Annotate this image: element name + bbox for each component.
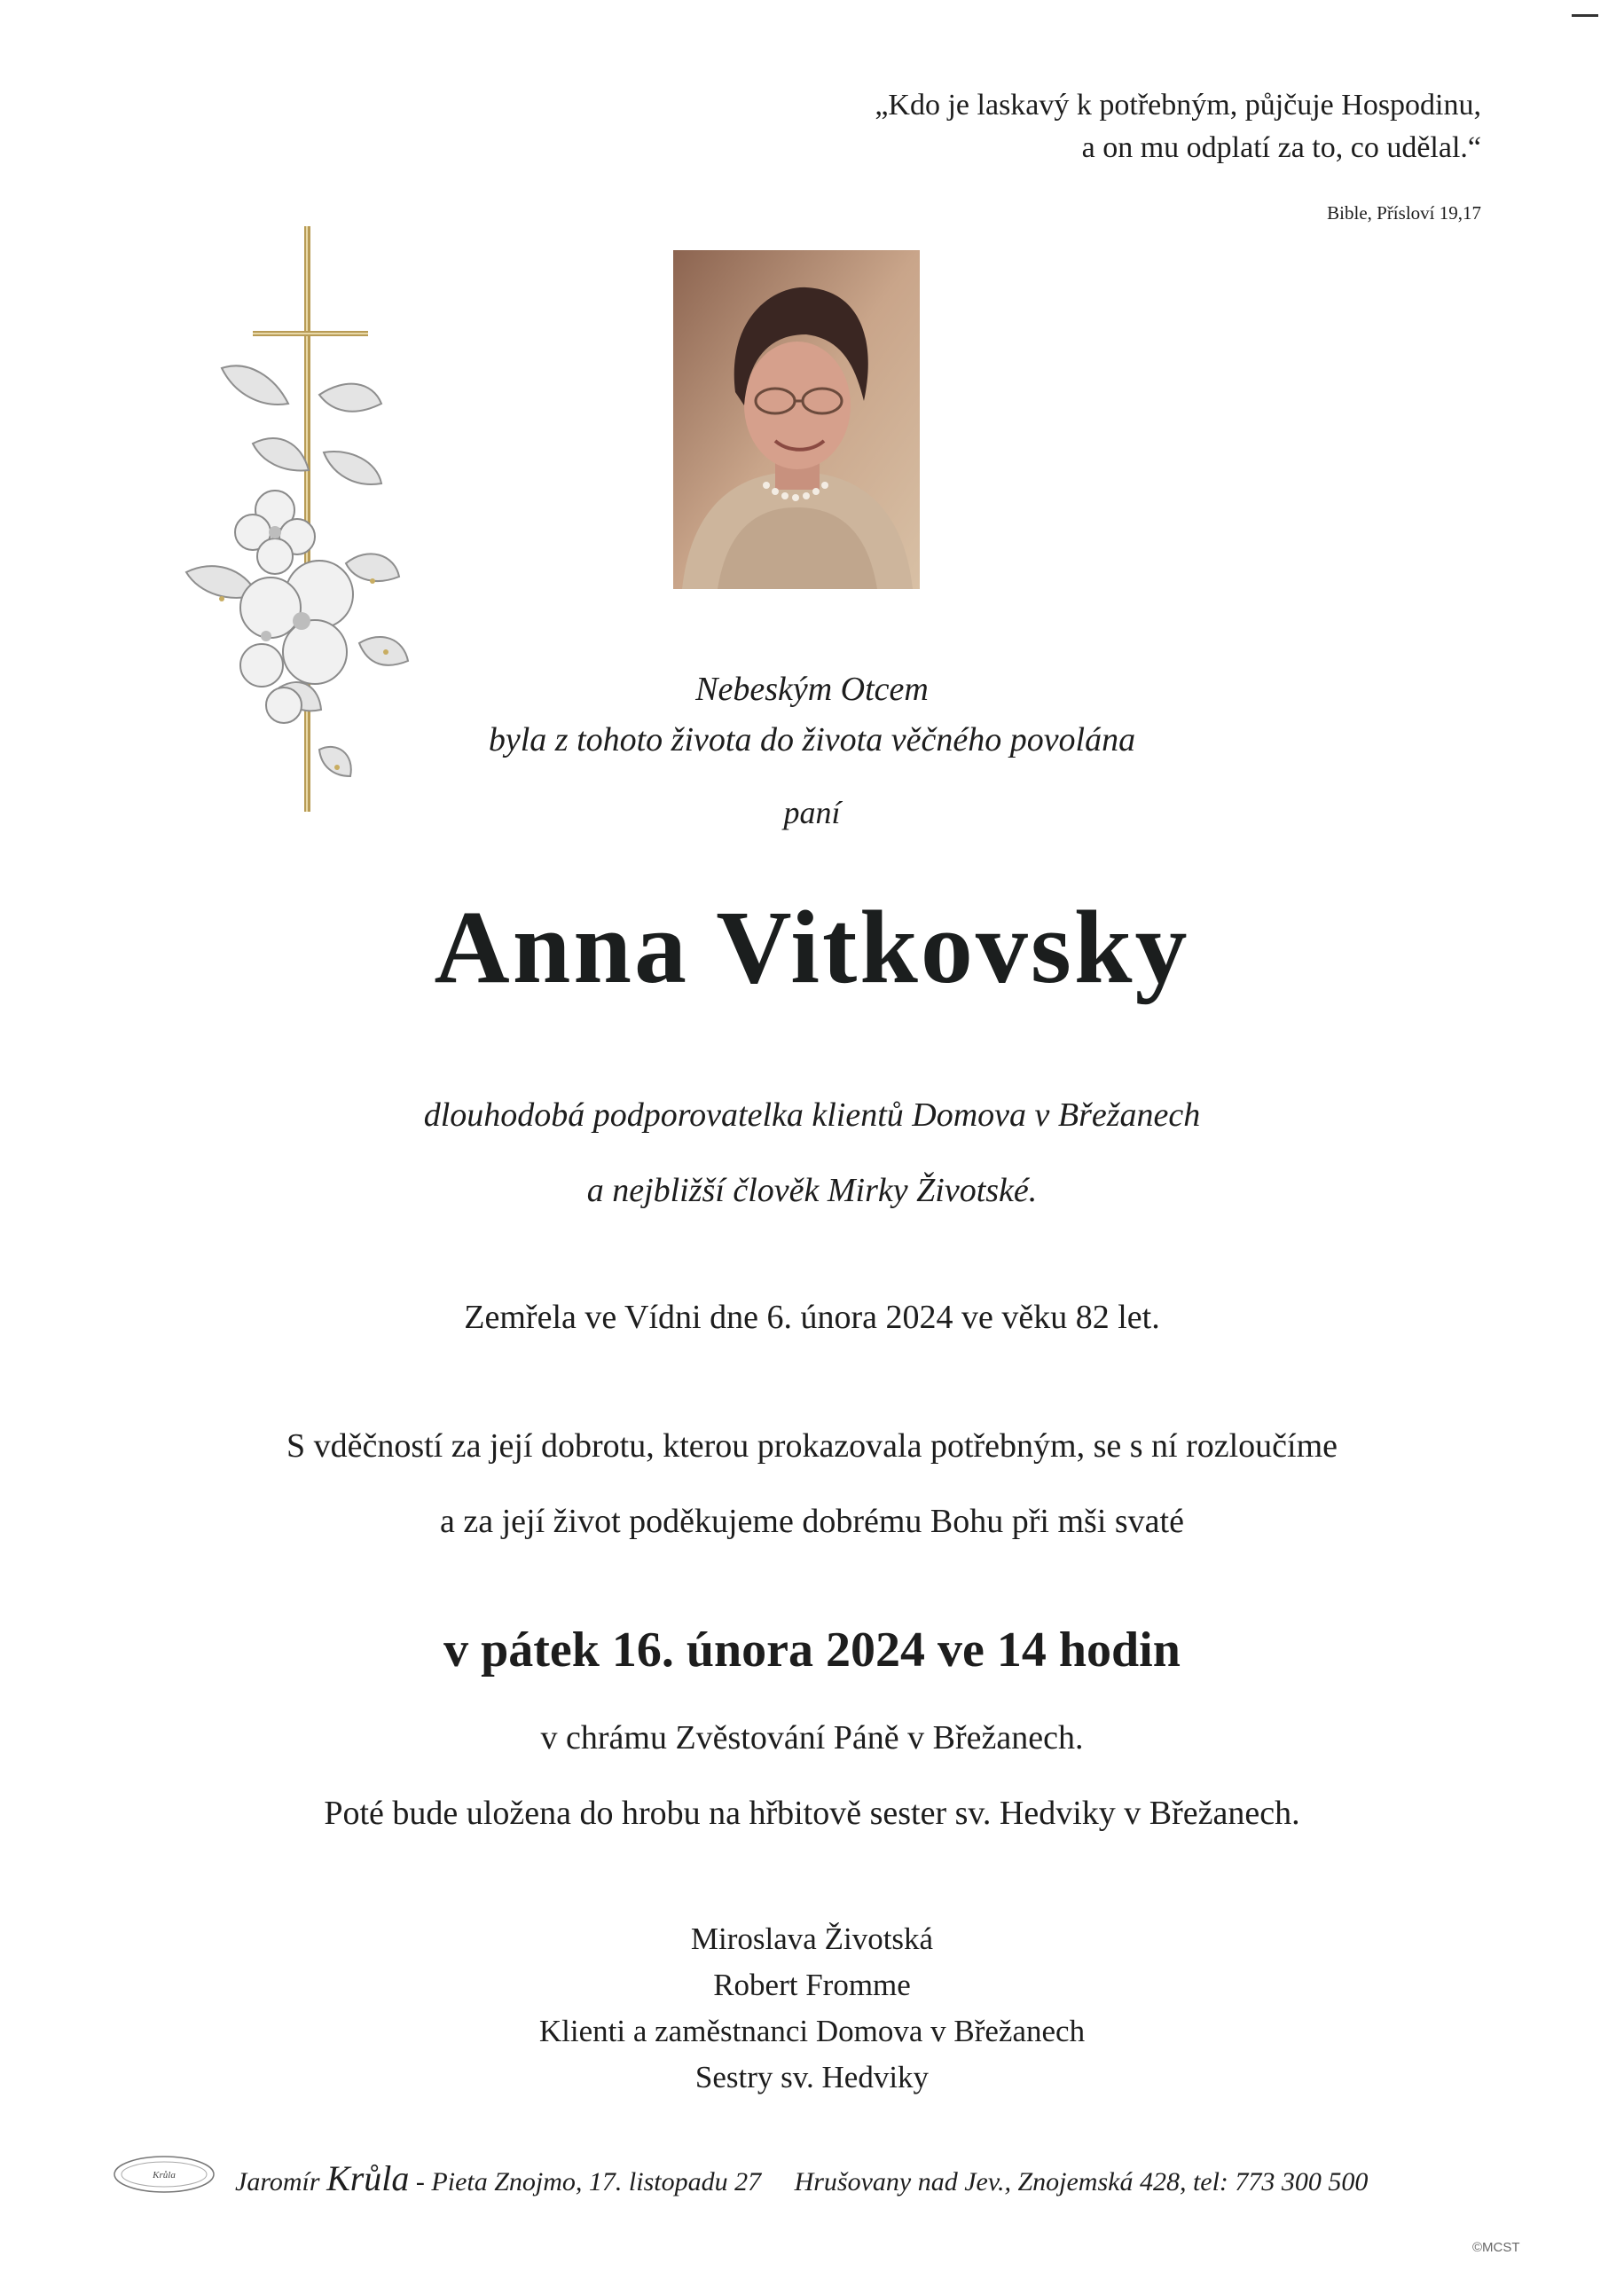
church-location: v chrámu Zvěstování Páně v Břežanech.	[540, 1719, 1084, 1756]
corner-mark	[1572, 14, 1598, 17]
intro-line-2: byla z tohoto života do života věčného povolána	[488, 721, 1136, 758]
svg-text:Krůla: Krůla	[153, 2170, 176, 2181]
copyright-mark: ©MCST	[1472, 2240, 1520, 2255]
service-line-1: S vděčností za její dobrotu, kterou prokazovala potřebným, se s ní rozloučíme	[286, 1427, 1338, 1465]
mourner-item: Klienti a zaměstnanci Domova v Břežanech	[538, 2014, 1086, 2048]
burial-note: Poté bude uložena do hrobu na hřbitově sester sv. Hedviky v Břežanech.	[324, 1795, 1300, 1832]
funeral-service-logo	[111, 2152, 217, 2196]
quote-line-2: a on mu odplatí za to, co udělal.“	[1081, 131, 1481, 164]
footer-location-1: - Pieta Znojmo, 17. listopadu 27	[415, 2167, 762, 2196]
intro-line-3: paní	[783, 795, 841, 830]
quote-line-1: „Kdo je laskavý k potřebným, půjčuje Hospodinu,	[875, 89, 1481, 122]
death-notice: Zemřela ve Vídni dne 6. února 2024 ve věku 82 let.	[464, 1299, 1160, 1336]
mourners-list	[0, 1916, 1624, 2101]
mourner-item: Sestry sv. Hedviky	[694, 2060, 930, 2094]
footer-location-2: Hrušovany nad Jev., Znojemská 428, tel: 773 300 500	[794, 2167, 1369, 2196]
funeral-service-footer	[111, 2145, 1512, 2207]
quote-source: Bible, Přísloví 19,17	[1327, 202, 1481, 224]
description-line-1: dlouhodobá podporovatelka klientů Domova v Břežanech	[423, 1096, 1201, 1134]
service-date: v pátek 16. února 2024 ve 14 hodin	[443, 1623, 1181, 1678]
description-line-2: a nejbližší člověk Mirky Životské.	[586, 1172, 1038, 1209]
service-line-2: a za její život poděkujeme dobrému Bohu při mši svaté	[440, 1503, 1184, 1540]
portrait-photo	[673, 250, 920, 589]
bible-quote	[674, 84, 1481, 169]
intro-line-1: Nebeským Otcem	[695, 671, 929, 708]
mourner-item: Miroslava Životská	[690, 1921, 934, 1956]
footer-first-name: Jaromír	[235, 2167, 320, 2196]
footer-surname: Krůla	[326, 2158, 410, 2198]
mourner-item: Robert Fromme	[713, 1968, 911, 2002]
deceased-name: Anna Vitkovsky	[434, 889, 1190, 1005]
footer-contact	[235, 2157, 1368, 2199]
